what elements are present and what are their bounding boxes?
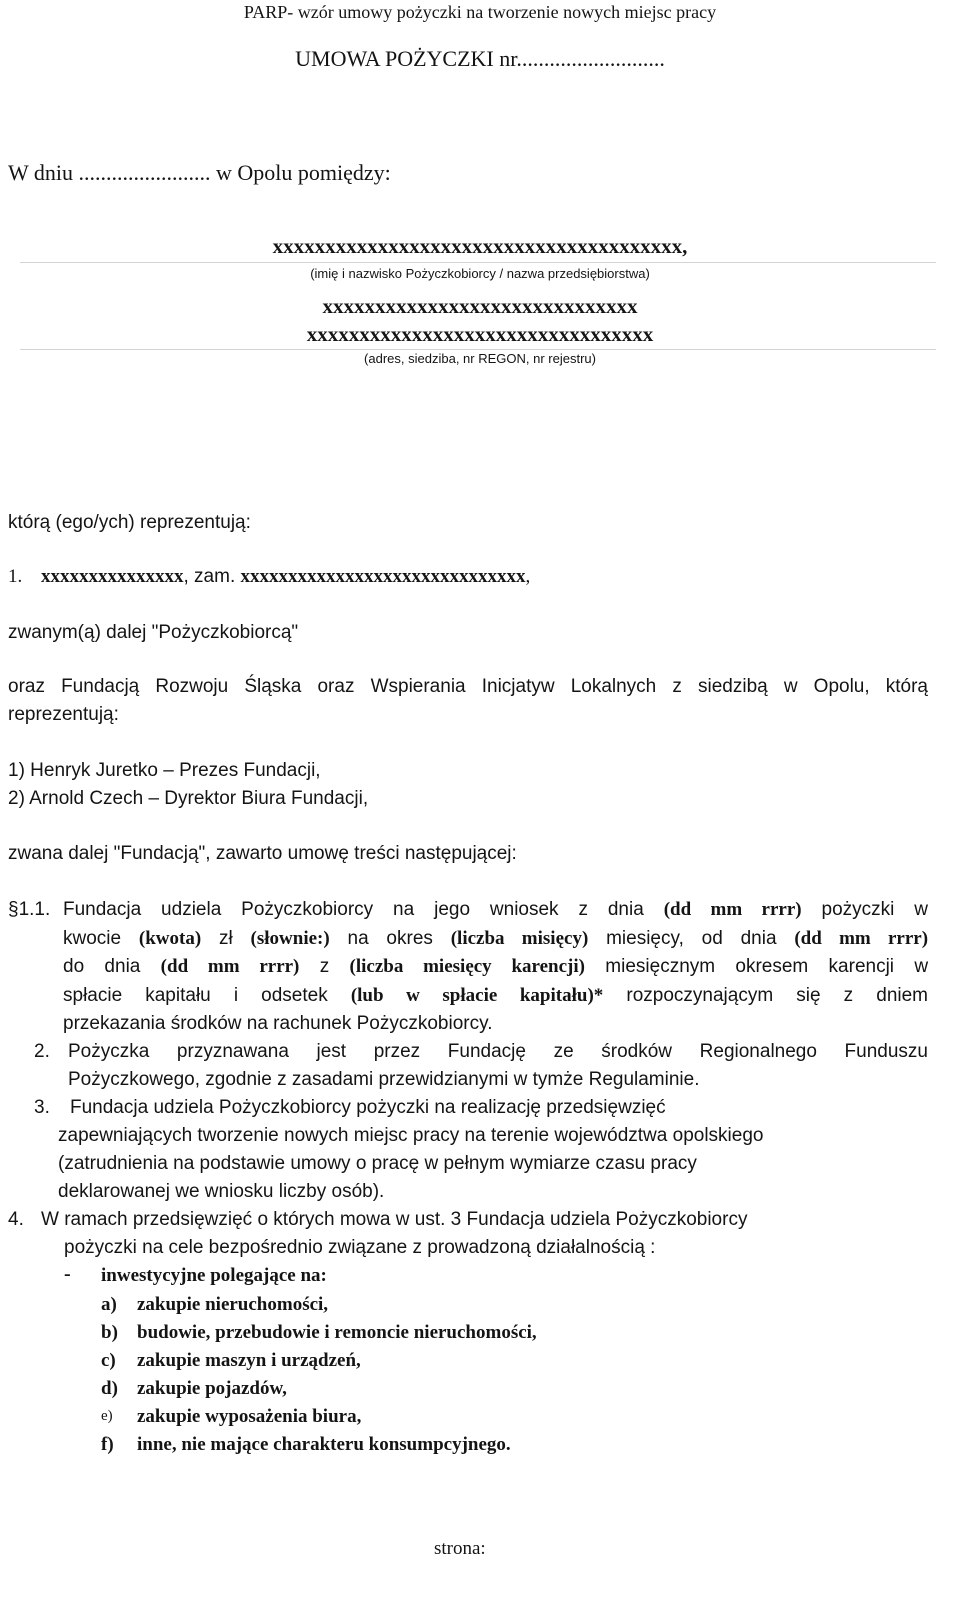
text-span: kwocie: [63, 928, 122, 949]
representative-address: xxxxxxxxxxxxxxxxxxxxxxxxxxxxxx: [240, 566, 526, 587]
page-footer-label: strona:: [434, 1538, 486, 1559]
paragraph-line: (zatrudnienia na podstawie umowy o pracę w pełnym wymiarze czasu pracy: [58, 1153, 697, 1174]
text-span: zł: [218, 928, 233, 949]
representatives-intro: którą (ego/ych) reprezentują:: [8, 512, 251, 533]
foundation-line: reprezentują:: [8, 704, 119, 725]
representative-name: xxxxxxxxxxxxxxx: [41, 566, 184, 587]
foundation-representative: 1) Henryk Juretko – Prezes Fundacji,: [8, 760, 321, 781]
text-span: do dnia: [63, 956, 141, 977]
list-item: budowie, przebudowie i remoncie nieruchomości,: [137, 1322, 537, 1343]
paragraph-line: W ramach przedsięwzięć o których mowa w ust. 3 Fundacja udziela Pożyczkobiorcy: [41, 1209, 748, 1230]
list-item: zakupie nieruchomości,: [137, 1294, 329, 1315]
list-marker: d): [101, 1378, 118, 1399]
list-marker: e): [101, 1408, 113, 1424]
placeholder-grace-months: (liczba miesięcy karencji): [349, 956, 585, 977]
borrower-alias: zwanym(ą) dalej "Pożyczkobiorcą": [8, 622, 299, 643]
paragraph-line: pożyczki na cele bezpośrednio związane z prowadzoną działalnością :: [64, 1237, 656, 1258]
placeholder-amount-words: (słownie:): [250, 928, 330, 949]
paragraph-line: Pożyczkowego, zgodnie z zasadami przewidzianymi w tymże Regulaminie.: [68, 1069, 700, 1090]
paragraph-number: 2.: [34, 1041, 50, 1062]
list-item: zakupie maszyn i urządzeń,: [137, 1350, 361, 1371]
investment-heading: inwestycyjne polegające na:: [101, 1265, 327, 1286]
representative-separator: , zam.: [183, 566, 241, 587]
paragraph-number: §1.1.: [8, 899, 51, 920]
list-marker: f): [101, 1434, 114, 1455]
list-dash: -: [64, 1263, 71, 1285]
text-span: pożyczki w: [821, 899, 928, 920]
list-item: zakupie pojazdów,: [137, 1378, 287, 1399]
placeholder-months: (liczba misięcy): [450, 928, 589, 949]
text-span: z: [319, 956, 330, 977]
paragraph-line: Pożyczka przyznawana jest przez Fundację ze środków Regionalnego Funduszu: [68, 1041, 928, 1062]
text-span: Fundacja udziela Pożyczkobiorcy na jego wniosek z dnia: [63, 899, 644, 920]
text-span: miesięcy, od dnia: [606, 928, 777, 949]
text-span: rozpoczynającym się z dniem: [626, 985, 928, 1006]
paragraph-line: [63, 985, 928, 1007]
paragraph-line: deklarowanej we wniosku liczby osób).: [58, 1181, 385, 1202]
document-type-header: PARP- wzór umowy pożyczki na tworzenie nowych miejsc pracy: [243, 2, 717, 22]
text-span: spłacie kapitału i odsetek: [63, 985, 328, 1006]
representative-1: [8, 566, 530, 588]
paragraph-line: Fundacja udziela Pożyczkobiorcy pożyczki na realizację przedsięwzięć: [70, 1097, 666, 1118]
paragraph-number: 4.: [8, 1209, 24, 1230]
placeholder-date: (dd mm rrrr): [160, 956, 300, 977]
paragraph-line: [63, 956, 928, 978]
foundation-representative: 2) Arnold Czech – Dyrektor Biura Fundacji,: [8, 788, 369, 809]
divider: [20, 262, 936, 263]
representative-number: 1.: [8, 566, 23, 587]
divider: [20, 349, 936, 350]
placeholder-date: (dd mm rrrr): [663, 899, 802, 920]
paragraph-line: zapewniających tworzenie nowych miejsc pracy na terenie województwa opolskiego: [58, 1125, 764, 1146]
borrower-address-line: xxxxxxxxxxxxxxxxxxxxxxxxxxxxxx: [322, 294, 638, 318]
borrower-name-line: xxxxxxxxxxxxxxxxxxxxxxxxxxxxxxxxxxxxxxx,: [272, 234, 688, 258]
foundation-alias: zwana dalej "Fundacją", zawarto umowę treści następującej:: [8, 843, 517, 864]
paragraph-line: [63, 899, 928, 921]
paragraph-line: przekazania środków na rachunek Pożyczkobiorcy.: [63, 1013, 493, 1034]
placeholder-option: (lub w spłacie kapitału)*: [350, 985, 604, 1006]
list-item: inne, nie mające charakteru konsumpcyjnego.: [137, 1434, 511, 1455]
list-marker: a): [101, 1294, 117, 1315]
text-span: miesięcznym okresem karencji w: [605, 956, 929, 977]
placeholder-date: (dd mm rrrr): [794, 928, 929, 949]
paragraph-line: [63, 928, 928, 950]
foundation-line: oraz Fundacją Rozwoju Śląska oraz Wspierania Inicjatyw Lokalnych z siedzibą w Opolu, którą: [8, 676, 928, 697]
list-marker: c): [101, 1350, 116, 1371]
contract-intro: W dniu ........................ w Opolu pomiędzy:: [8, 160, 391, 185]
contract-title: UMOWA POŻYCZKI nr...........................: [295, 46, 665, 71]
borrower-address-line: xxxxxxxxxxxxxxxxxxxxxxxxxxxxxxxxx: [306, 322, 654, 346]
list-marker: b): [101, 1322, 118, 1343]
representative-end: ,: [525, 566, 531, 587]
list-item: zakupie wyposażenia biura,: [137, 1406, 362, 1427]
placeholder-amount: (kwota): [138, 928, 202, 949]
borrower-name-caption: (imię i nazwisko Pożyczkobiorcy / nazwa przedsiębiorstwa): [310, 266, 650, 281]
paragraph-number: 3.: [34, 1097, 50, 1118]
borrower-address-caption: (adres, siedziba, nr REGON, nr rejestru): [364, 351, 596, 366]
text-span: na okres: [347, 928, 433, 949]
